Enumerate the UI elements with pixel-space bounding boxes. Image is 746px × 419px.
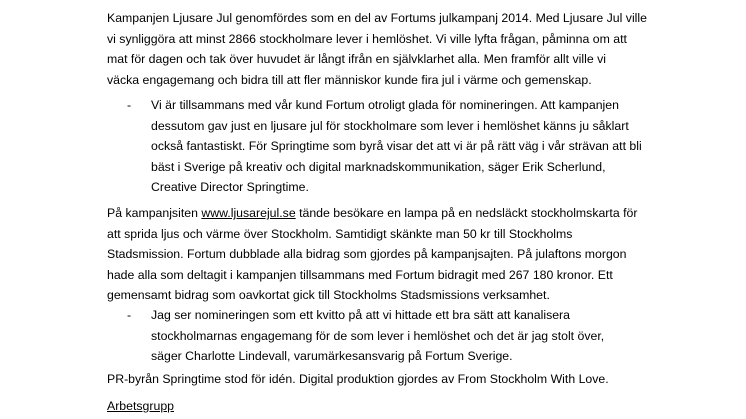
text-line: att sprida ljus och värme över Stockholm. Samtidigt skänkte man 50 kr till Stockholms: [107, 226, 573, 241]
text-line: Vi är tillsammans med vår kund Fortum otroligt glada för nomineringen. Att kampanjen: [151, 98, 619, 112]
text-line: Stadsmission. Fortum dubblade alla bidrag som gjordes på kampanjsajten. På julaftons morgon: [107, 247, 627, 261]
text-line: bäst i Sverige på kreativ och digital marknadskommunikation, säger Erik Scherlund,: [151, 159, 606, 174]
text-line: Jag ser nomineringen som ett kvitto på att vi hittade ett bra sätt att kanalisera: [151, 308, 570, 322]
quote-text: [151, 305, 671, 367]
campaign-paragraph: [107, 203, 647, 306]
credits-paragraph: [107, 369, 647, 390]
heading-text: Arbetsgrupp: [107, 399, 174, 413]
line-suffix: tände besökare en lampa på en nedsläckt stockholmskarta för: [295, 206, 638, 220]
text-line: dessutom gav just en ljusare jul för stockholmare som lever i hemlöshet känns ju såklart: [151, 118, 629, 133]
text-line: mat för dagen och tak över huvudet är långt ifrån en självklarhet alla. Men framför allt ville vi: [107, 52, 606, 66]
text-line: vi synliggöra att minst 2866 stockholmare lever i hemlöshet. Vi ville lyfta frågan, påminna om att: [107, 31, 627, 46]
section-heading-arbetsgrupp: [107, 396, 647, 417]
bullet-dash: -: [127, 98, 132, 112]
text-line: säger Charlotte Lindevall, varumärkesansvarig på Fortum Sverige.: [151, 349, 513, 363]
intro-paragraph: [107, 8, 647, 90]
line-prefix: På kampanjsiten: [107, 206, 202, 220]
quote-text: [151, 95, 671, 198]
bullet-dash: -: [127, 308, 132, 322]
text-line: hade alla som deltagit i kampanjen tillsammans med Fortum bidragit med 267 180 kronor. Ett: [107, 267, 613, 282]
text-line: Creative Director Springtime.: [151, 180, 309, 194]
text-line: PR-byrån Springtime stod för idén. Digital produktion gjordes av From Stockholm With Love.: [107, 372, 609, 386]
text-line: Kampanjen Ljusare Jul genomfördes som en del av Fortums julkampanj 2014. Med Ljusare Jul ville: [107, 11, 647, 25]
campaign-site-link[interactable]: www.ljusarejul.se: [201, 206, 296, 220]
text-line: också fantastiskt. För Springtime som byrå visar det att vi är på rätt väg i vår strävan att bli: [151, 139, 642, 153]
text-line: [107, 203, 647, 224]
text-line: gemensamt bidrag som oavkortat gick till Stockholms Stadsmissions verksamhet.: [107, 288, 550, 302]
text-line: stockholmarnas engagemang för de som lever i hemlöshet och det är jag stolt över,: [151, 328, 605, 343]
text-line: väcka engagemang och bidra till att fler människor kunde fira jul i värme och gemenskap.: [107, 72, 592, 87]
